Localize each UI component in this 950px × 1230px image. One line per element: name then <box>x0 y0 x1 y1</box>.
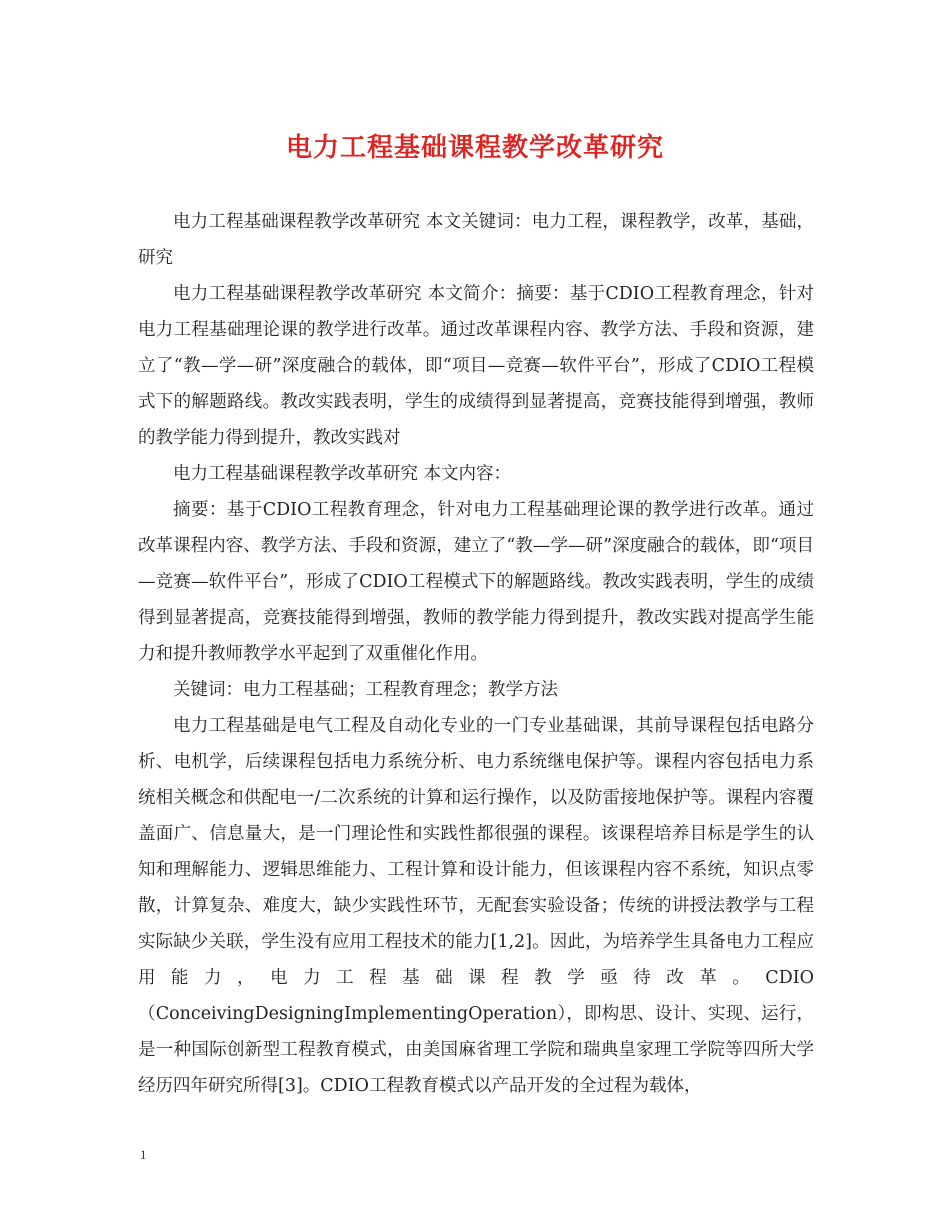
paragraph-abstract: 摘要：基于CDIO工程教育理念，针对电力工程基础理论课的教学进行改革。通过改革课程内容、教学方法、手段和资源，建立了“教—学—研”深度融合的载体，即“项目—竞赛—软件平台”，形成了CDIO工程模式下的解题路线。教改实践表明，学生的成绩得到显著提高，竞赛技能得到增强，教师的教学能力得到提升，教改实践对提高学生能力和提升教师教学水平起到了双重催化作用。 <box>138 500 814 664</box>
document-body <box>138 204 814 1104</box>
paragraph-content-heading: 电力工程基础课程教学改革研究 本文内容： <box>173 464 512 484</box>
page-number: 1 <box>140 1147 147 1162</box>
paragraph-main-text: 电力工程基础是电气工程及自动化专业的一门专业基础课，其前导课程包括电路分析、电机学，后续课程包括电力系统分析、电力系统继电保护等。课程内容包括电力系统相关概念和供配电一/二次系统的计算和运行操作，以及防雷接地保护等。课程内容覆盖面广、信息量大，是一门理论性和实践性都很强的课程。该课程培养目标是学生的认知和理解能力、逻辑思维能力、工程计算和设计能力，但该课程内容不系统，知识点零散，计算复杂、难度大，缺少实践性环节，无配套实验设备；传统的讲授法教学与工程实际缺少关联，学生没有应用工程技术的能力[1,2]。因此，为培养学生具备电力工程应用能力，电力工程基础课程教学亟待改革。CDIO（ConceivingDesigningImplementingOperation），即构思、设计、实现、运行，是一种国际创新型工程教育模式，由美国麻省理工学院和瑞典皇家理工学院等四所大学经历四年研究所得[3]。CDIO工程教育模式以产品开发的全过程为载体， <box>138 716 814 1096</box>
document-title: 电力工程基础课程教学改革研究 <box>285 133 664 163</box>
paragraph-summary-intro: 电力工程基础课程教学改革研究 本文简介：摘要：基于CDIO工程教育理念，针对电力工程基础理论课的教学进行改革。通过改革课程内容、教学方法、手段和资源，建立了“教—学—研”深度融合的载体，即“项目—竞赛—软件平台”，形成了CDIO工程模式下的解题路线。教改实践表明，学生的成绩得到显著提高，竞赛技能得到增强，教师的教学能力得到提升，教改实践对 <box>138 284 814 448</box>
paragraph-keywords: 关键词：电力工程基础；工程教育理念；教学方法 <box>173 680 558 700</box>
paragraph-keywords-intro: 电力工程基础课程教学改革研究 本文关键词：电力工程，课程教学，改革，基础，研究 <box>138 212 814 268</box>
